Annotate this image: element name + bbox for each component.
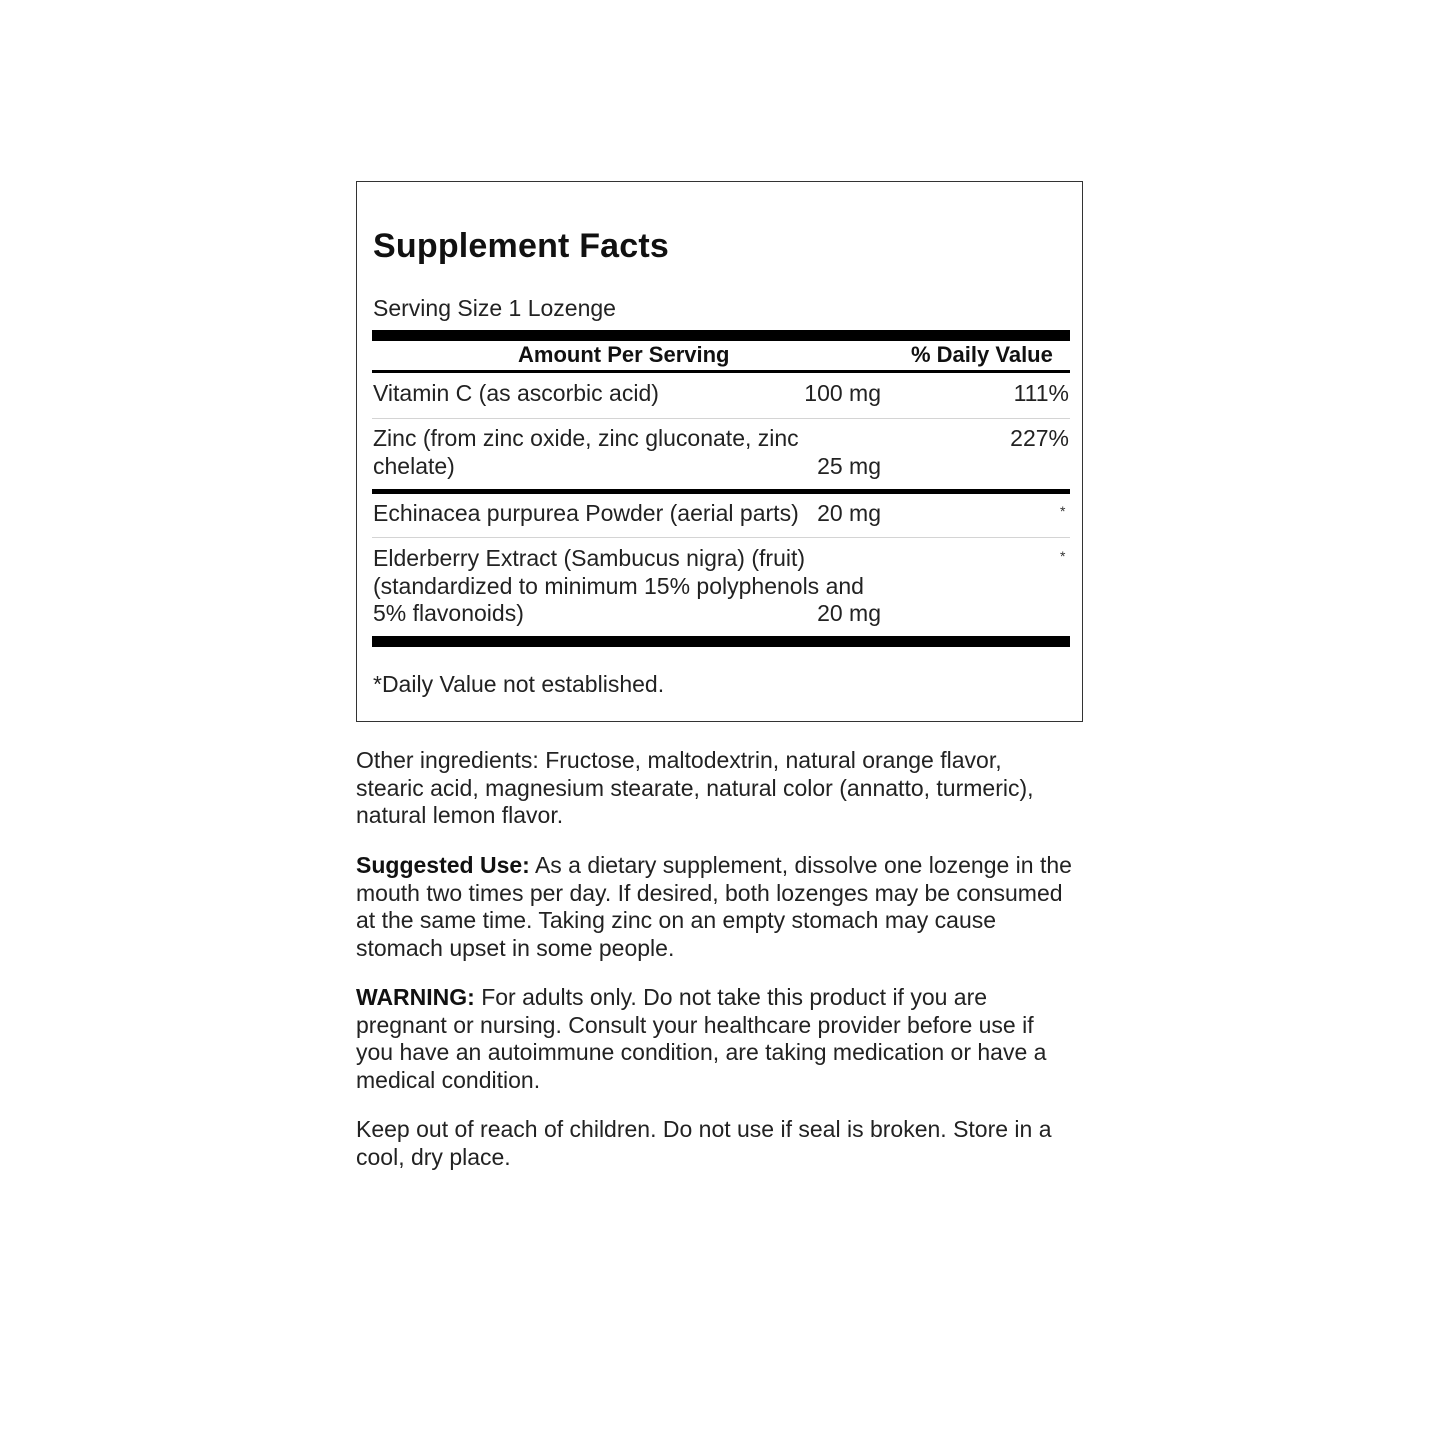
header-amount-per-serving: Amount Per Serving: [518, 342, 730, 367]
medium-rule: [372, 489, 1070, 494]
suggested-use-line: at the same time. Taking zinc on an empty stomach may cause: [356, 907, 997, 933]
warning-line: pregnant or nursing. Consult your healthcare provider before use if: [356, 1011, 1034, 1038]
suggested-use-line: stomach upset in some people.: [356, 934, 675, 961]
other-ingredients-line: stearic acid, magnesium stearate, natural color (annatto, turmeric),: [356, 774, 1034, 801]
row-zinc-amount: 25 mg: [817, 452, 881, 479]
warning-text: For adults only. Do not take this product if you are: [474, 984, 988, 1010]
thick-rule-bottom: [372, 636, 1070, 647]
row-zinc-name-line2: chelate): [373, 452, 455, 479]
storage-line: Keep out of reach of children. Do not use if seal is broken. Store in a: [356, 1116, 1052, 1142]
other-ingredients-line: Other ingredients: Fructose, maltodextrin, natural orange flavor,: [356, 747, 1002, 773]
row-echinacea-amount: 20 mg: [817, 500, 881, 526]
suggested-use-label: Suggested Use:: [356, 852, 530, 878]
storage-instructions: [356, 1116, 1096, 1171]
row-zinc-dv: 227%: [1010, 425, 1069, 451]
row-divider: [372, 418, 1070, 419]
storage-line: cool, dry place.: [356, 1143, 511, 1170]
warning-line: medical condition.: [356, 1066, 541, 1093]
serving-size: Serving Size 1 Lozenge: [373, 295, 616, 321]
other-ingredients-line: natural lemon flavor.: [356, 802, 564, 828]
row-echinacea-name: Echinacea purpurea Powder (aerial parts): [373, 500, 799, 526]
row-vitamin-c-amount: 100 mg: [804, 380, 881, 406]
warning-label: WARNING:: [356, 984, 475, 1010]
header-daily-value: % Daily Value: [911, 342, 1053, 367]
warning: [356, 984, 1096, 1094]
row-echinacea-dv: *: [1060, 503, 1066, 519]
row-zinc-name-line1: Zinc (from zinc oxide, zinc gluconate, zinc: [373, 425, 799, 451]
suggested-use: [356, 852, 1096, 962]
supplement-facts-panel: [356, 181, 1083, 722]
row-elderberry-name-line1: Elderberry Extract (Sambucus nigra) (fruit): [373, 545, 806, 571]
other-ingredients: [356, 747, 1096, 830]
header-rule: [372, 370, 1070, 373]
row-divider: [372, 537, 1070, 538]
row-vitamin-c-dv: 111%: [1013, 380, 1069, 406]
suggested-use-first-line: [356, 852, 1096, 880]
suggested-use-line: mouth two times per day. If desired, both lozenges may be consumed: [356, 879, 1063, 906]
row-vitamin-c-name: Vitamin C (as ascorbic acid): [373, 380, 659, 406]
row-elderberry-name-line2: (standardized to minimum 15% polyphenols and: [373, 572, 864, 599]
row-elderberry-dv: *: [1060, 548, 1066, 564]
facts-title: Supplement Facts: [373, 227, 670, 265]
warning-first-line: [356, 984, 1096, 1012]
suggested-use-text: As a dietary supplement, dissolve one lozenge in the: [529, 852, 1072, 878]
row-elderberry-name-line3: 5% flavonoids): [373, 600, 524, 626]
thick-rule-top: [372, 330, 1070, 341]
warning-line: you have an autoimmune condition, are taking medication or have a: [356, 1039, 1047, 1065]
row-elderberry-amount: 20 mg: [817, 600, 881, 626]
daily-value-footnote: *Daily Value not established.: [373, 671, 665, 697]
